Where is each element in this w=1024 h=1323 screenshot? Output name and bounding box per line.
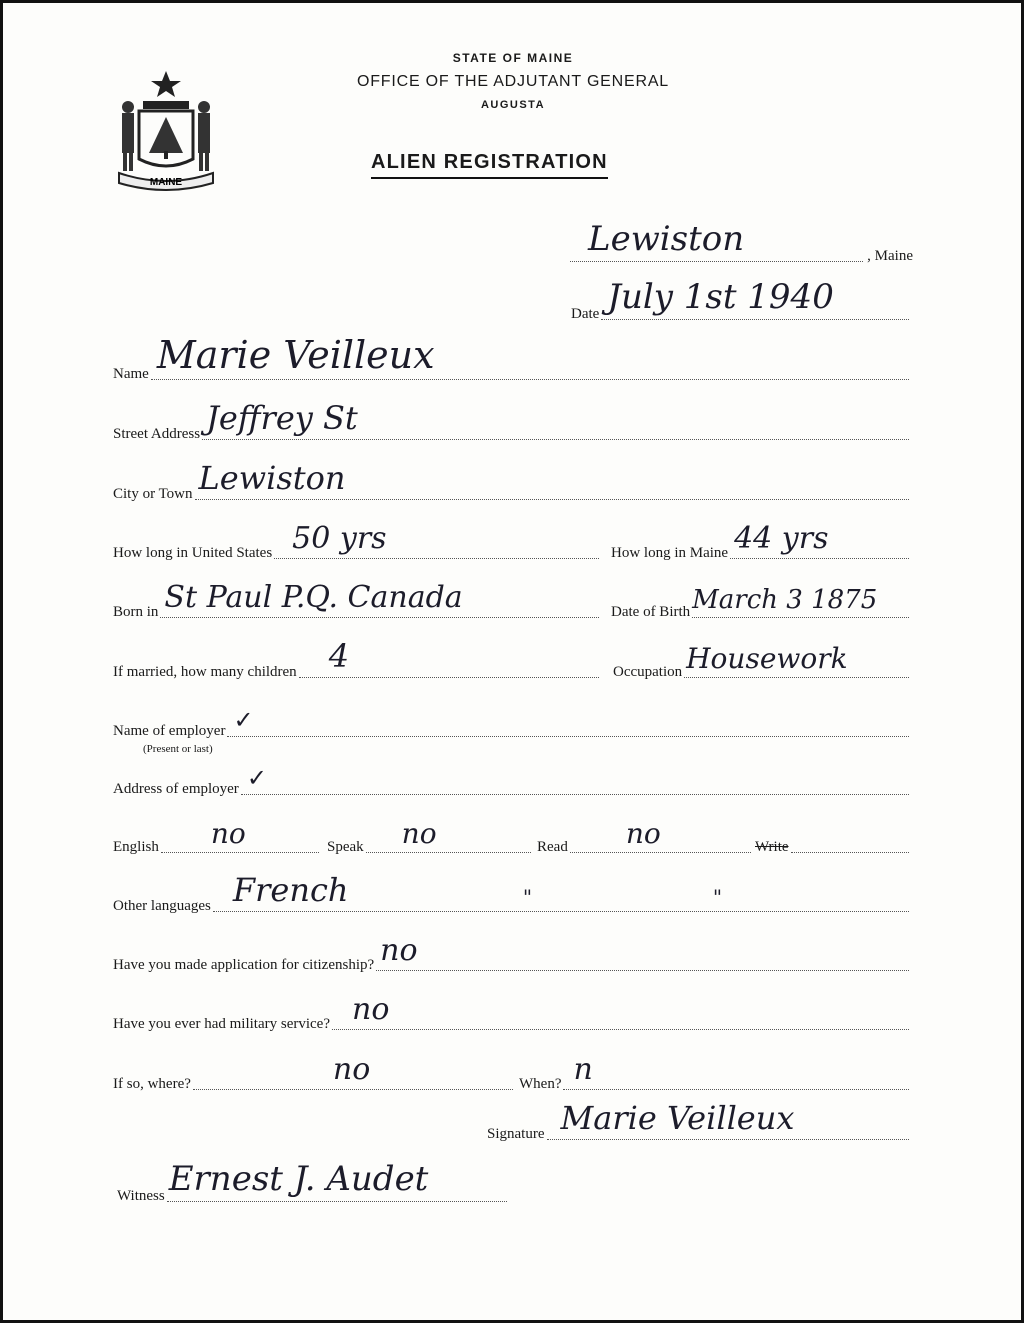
when-line: [563, 1052, 909, 1090]
employer-line: [227, 706, 909, 737]
location-row: [568, 219, 913, 265]
witness-value: Ernest J. Audet: [168, 1159, 429, 1199]
name-label: Name: [113, 366, 149, 382]
other-languages-label: Other languages: [113, 898, 211, 914]
us-duration-label: How long in United States: [113, 545, 273, 561]
employer-row: [113, 706, 913, 740]
dob-value: March 3 1875: [692, 585, 878, 615]
when-label: When?: [519, 1076, 562, 1092]
read-label: Read: [537, 839, 568, 855]
where-label: If so, where?: [113, 1076, 191, 1092]
city-row: [113, 459, 913, 503]
where-line: [193, 1052, 513, 1090]
city-heading: AUGUSTA: [480, 99, 546, 111]
born-in-value: St Paul P.Q. Canada: [164, 580, 463, 615]
name-line: [151, 333, 909, 380]
seal-lettering: MAINE: [149, 177, 183, 188]
form-header: [333, 51, 693, 111]
citizenship-value: no: [380, 933, 418, 968]
military-row: [113, 992, 913, 1033]
citizenship-row: [113, 933, 913, 974]
maine-duration-value: 44 yrs: [734, 521, 829, 556]
where-row: [113, 1052, 517, 1093]
born-in-label: Born in: [113, 604, 159, 620]
children-line: [299, 637, 599, 678]
location-line: [570, 219, 863, 262]
read-line: [570, 817, 751, 853]
military-value: no: [352, 992, 390, 1027]
street-value: Jeffrey St: [206, 399, 358, 437]
date-label: Date: [571, 306, 600, 322]
occupation-row: [613, 642, 913, 681]
name-row: [113, 333, 913, 383]
city-value: Lewiston: [198, 459, 346, 497]
citizenship-label: Have you made application for citizenship?: [113, 957, 375, 973]
signature-row: [487, 1099, 913, 1143]
citizenship-line: [376, 933, 909, 971]
read-row: [537, 817, 755, 856]
children-value: 4: [328, 637, 350, 675]
maine-duration-line: [730, 521, 909, 559]
speak-value: no: [401, 817, 437, 850]
street-row: [113, 399, 913, 443]
when-value: n: [573, 1052, 593, 1087]
children-row: [113, 637, 603, 681]
dob-label: Date of Birth: [611, 604, 691, 620]
write-label: Write: [755, 839, 789, 855]
state-heading: STATE OF MAINE: [452, 51, 574, 65]
ditto-mark-2: ": [712, 885, 723, 909]
employer-address-row: [113, 764, 913, 798]
where-value: no: [332, 1052, 371, 1087]
occupation-value: Housework: [686, 642, 848, 675]
read-value: no: [625, 817, 661, 850]
witness-row: [117, 1159, 511, 1205]
children-label: If married, how many children: [113, 664, 297, 680]
employer-address-label: Address of employer: [113, 781, 239, 797]
signature-value: Marie Veilleux: [560, 1099, 795, 1137]
occupation-label: Occupation: [613, 664, 683, 680]
maine-duration-label: How long in Maine: [611, 545, 729, 561]
other-languages-row: [113, 871, 913, 915]
office-heading: OFFICE OF THE ADJUTANT GENERAL: [356, 73, 670, 90]
city-line: [195, 459, 909, 500]
military-label: Have you ever had military service?: [113, 1016, 330, 1032]
us-duration-value: 50 yrs: [292, 521, 387, 556]
location-suffix: , Maine: [867, 248, 913, 264]
write-line: [791, 834, 909, 853]
ditto-mark-1: ": [522, 885, 533, 909]
dob-line: [692, 585, 909, 618]
speak-row: [327, 817, 535, 856]
occupation-line: [684, 642, 909, 678]
born-in-line: [160, 580, 599, 618]
witness-label: Witness: [117, 1188, 165, 1204]
signature-label: Signature: [487, 1126, 545, 1142]
write-row: [755, 834, 913, 856]
witness-line: [167, 1159, 507, 1202]
date-line: [601, 277, 909, 320]
date-row: [571, 277, 913, 323]
english-line: [161, 817, 319, 853]
name-value: Marie Veilleux: [156, 333, 435, 377]
employer-value: ✓: [233, 706, 254, 734]
employer-label: Name of employer: [113, 723, 226, 739]
employer-address-line: [241, 764, 909, 795]
speak-label: Speak: [327, 839, 364, 855]
english-row: [113, 817, 323, 856]
signature-line: [547, 1099, 910, 1140]
dob-row: [611, 585, 913, 621]
city-label: City or Town: [113, 486, 193, 502]
us-duration-line: [274, 521, 599, 559]
born-in-row: [113, 580, 603, 621]
employer-address-value: ✓: [246, 764, 267, 792]
english-label: English: [113, 839, 159, 855]
other-languages-value: French: [232, 871, 349, 909]
maine-duration-row: [611, 521, 913, 562]
english-value: no: [210, 817, 246, 850]
employer-sublabel: (Present or last): [143, 743, 213, 755]
other-languages-line: [213, 871, 909, 912]
when-row: [519, 1052, 913, 1093]
state-seal-emblem: [111, 67, 221, 191]
speak-line: [366, 817, 531, 853]
military-line: [332, 992, 909, 1030]
us-duration-row: [113, 521, 603, 562]
location-value: Lewiston: [588, 219, 745, 259]
street-line: [202, 399, 909, 440]
date-value: July 1st 1940: [607, 277, 834, 317]
form-title: ALIEN REGISTRATION: [371, 151, 608, 179]
street-label: Street Address: [113, 426, 201, 442]
